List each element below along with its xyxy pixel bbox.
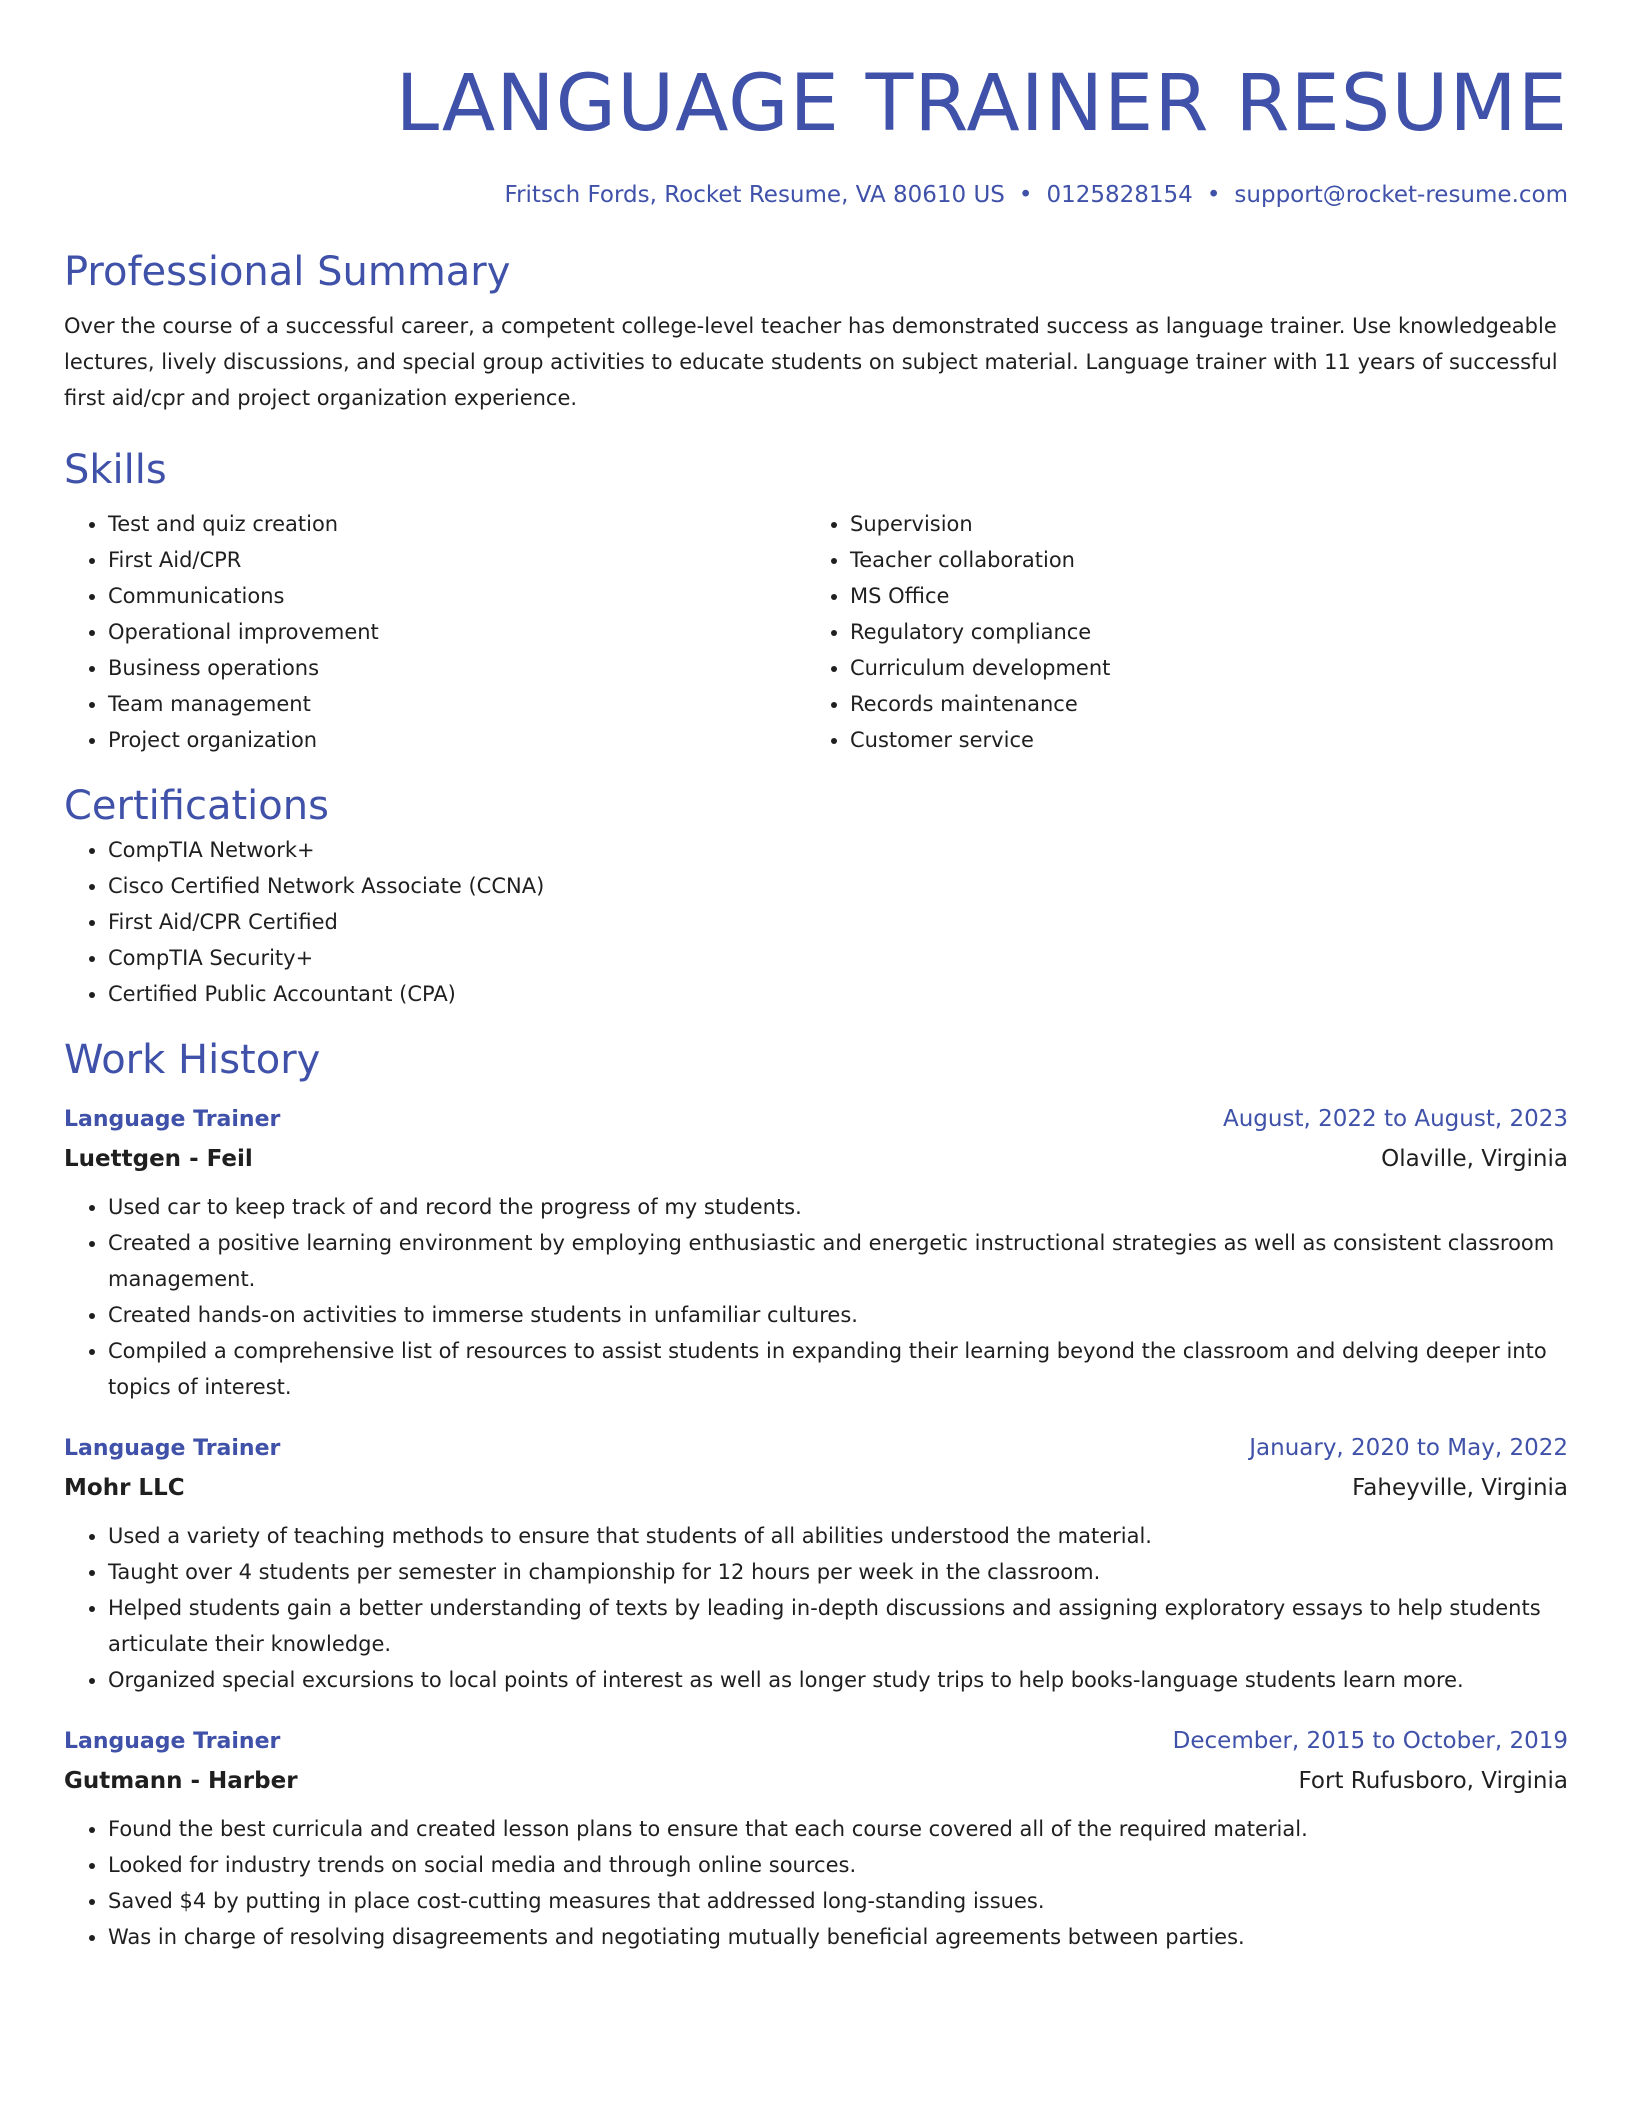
skill-item: • Test and quiz creation: [108, 506, 806, 542]
job-dates: December, 2015 to October, 2019: [1172, 1728, 1568, 1754]
skill-item: • Operational improvement: [108, 614, 806, 650]
contact-separator: •: [1018, 182, 1033, 208]
skill-item: • MS Office: [850, 578, 1548, 614]
job-bullet: • Created a positive learning environment by employing enthusiastic and energetic instructional strategies as well as consistent classroom management.: [108, 1225, 1568, 1297]
resume-title: LANGUAGE TRAINER RESUME: [395, 59, 1568, 149]
job-bullets: [64, 1518, 1568, 1698]
job-dates: August, 2022 to August, 2023: [1223, 1106, 1568, 1132]
job-entry: [64, 1429, 1568, 1698]
certification-item: • CompTIA Network+: [108, 832, 1568, 868]
contact-separator: •: [1206, 182, 1221, 208]
job-bullet: • Helped students gain a better understanding of texts by leading in-depth discussions and assigning exploratory essays to help students articulate their knowledge.: [108, 1590, 1568, 1662]
skills-column-right: [806, 506, 1548, 758]
job-location: Fort Rufusboro, Virginia: [1298, 1768, 1568, 1794]
skill-item: • First Aid/CPR: [108, 542, 806, 578]
certification-item: • CompTIA Security+: [108, 940, 1568, 976]
job-bullet: • Looked for industry trends on social media and through online sources.: [108, 1847, 1568, 1883]
skill-item: • Customer service: [850, 722, 1548, 758]
job-title: Language Trainer: [64, 1107, 281, 1132]
skill-item: • Teacher collaboration: [850, 542, 1548, 578]
skill-item: • Project organization: [108, 722, 806, 758]
job-bullet: • Created hands-on activities to immerse students in unfamiliar cultures.: [108, 1297, 1568, 1333]
job-bullet: • Found the best curricula and created lesson plans to ensure that each course covered all of the required material.: [108, 1811, 1568, 1847]
summary-text: Over the course of a successful career, a competent college-level teacher has demonstrated success as language trainer. Use knowledgeable lectures, lively discussions, and special group activities to educate students on subject material. Language trainer with 11 years of successful first aid/cpr and project organization experience.: [64, 314, 1558, 410]
job-bullet: • Was in charge of resolving disagreements and negotiating mutually beneficial agreements between parties.: [108, 1919, 1568, 1955]
skills-list-right: [806, 506, 1548, 758]
contact-email[interactable]: support@rocket-resume.com: [1234, 182, 1568, 208]
skill-item: • Team management: [108, 686, 806, 722]
job-bullet: • Saved $4 by putting in place cost-cutting measures that addressed long-standing issues.: [108, 1883, 1568, 1919]
resume-page: [64, 0, 1568, 1955]
job-bullet: • Taught over 4 students per semester in championship for 12 hours per week in the classroom.: [108, 1554, 1568, 1590]
job-title-row: [64, 1722, 1568, 1761]
job-company: Luettgen - Feil: [64, 1146, 253, 1172]
job-bullet: • Organized special excursions to local points of interest as well as longer study trips to help books-language students learn more.: [108, 1662, 1568, 1698]
job-title: Language Trainer: [64, 1729, 281, 1754]
job-company-row: [64, 1761, 1568, 1801]
certification-item: • Cisco Certified Network Associate (CCNA): [108, 868, 1568, 904]
job-company: Gutmann - Harber: [64, 1768, 298, 1794]
job-entry: [64, 1722, 1568, 1955]
skills-heading: Skills: [64, 447, 167, 493]
skills-grid: [64, 506, 1568, 758]
contact-address: Fritsch Fords, Rocket Resume, VA 80610 US: [504, 182, 1005, 208]
job-location: Faheyville, Virginia: [1352, 1475, 1568, 1501]
contact-line: [64, 180, 1568, 210]
skills-column-left: [64, 506, 806, 758]
job-company: Mohr LLC: [64, 1475, 185, 1501]
contact-phone: 0125828154: [1046, 182, 1193, 208]
job-bullet: • Used a variety of teaching methods to ensure that students of all abilities understood the material.: [108, 1518, 1568, 1554]
skills-list-left: [64, 506, 806, 758]
job-company-row: [64, 1139, 1568, 1179]
skill-item: • Regulatory compliance: [850, 614, 1548, 650]
job-title-row: [64, 1100, 1568, 1139]
job-company-row: [64, 1468, 1568, 1508]
skill-item: • Curriculum development: [850, 650, 1548, 686]
job-bullets: [64, 1189, 1568, 1405]
job-bullet: • Used car to keep track of and record the progress of my students.: [108, 1189, 1568, 1225]
job-title: Language Trainer: [64, 1436, 281, 1461]
certifications-list: [64, 832, 1568, 1012]
certifications-heading: Certifications: [64, 783, 329, 829]
job-entry: [64, 1100, 1568, 1405]
skill-item: • Communications: [108, 578, 806, 614]
summary-heading: Professional Summary: [64, 249, 511, 295]
certification-item: • First Aid/CPR Certified: [108, 904, 1568, 940]
job-title-row: [64, 1429, 1568, 1468]
work-history-heading: Work History: [64, 1037, 321, 1083]
job-location: Olaville, Virginia: [1381, 1146, 1568, 1172]
skill-item: • Records maintenance: [850, 686, 1548, 722]
skill-item: • Business operations: [108, 650, 806, 686]
job-dates: January, 2020 to May, 2022: [1249, 1435, 1568, 1461]
certification-item: • Certified Public Accountant (CPA): [108, 976, 1568, 1012]
skill-item: • Supervision: [850, 506, 1548, 542]
job-bullets: [64, 1811, 1568, 1955]
job-bullet: • Compiled a comprehensive list of resources to assist students in expanding their learning beyond the classroom and delving deeper into topics of interest.: [108, 1333, 1568, 1405]
